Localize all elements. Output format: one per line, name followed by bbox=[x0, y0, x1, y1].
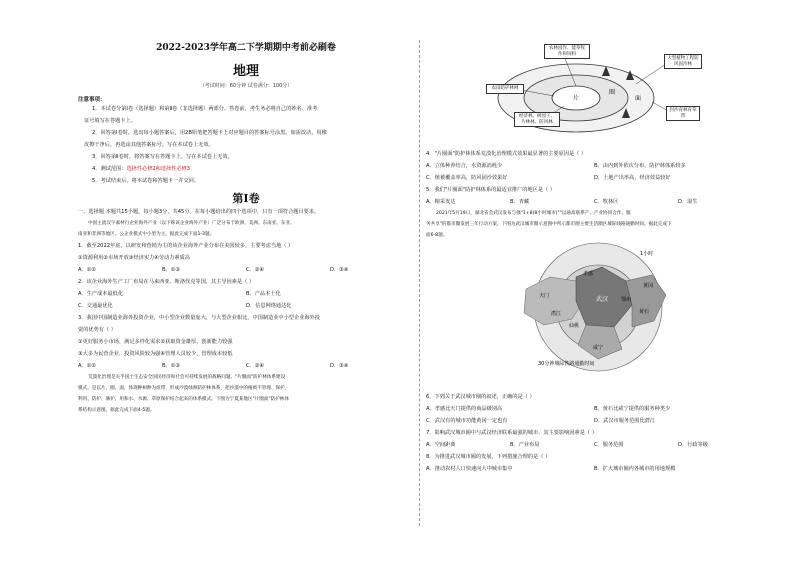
option-a[interactable]: A．粮采发达 bbox=[426, 199, 456, 205]
time-label: 1小时 bbox=[640, 251, 654, 257]
q3-item: ③大多为民营企业，投资风险较为强④管理人员较少，管理成本较低 bbox=[78, 351, 233, 357]
label-box: 农田防护林网 bbox=[486, 84, 524, 94]
notes-heading: 注意事项： bbox=[78, 97, 106, 103]
map-svg bbox=[426, 241, 762, 373]
scope-label: 4．测试范围： bbox=[92, 166, 127, 172]
city-label: 咸宁 bbox=[592, 345, 604, 351]
option-c[interactable]: C．武汉有的城市功能黄冈一定也有 bbox=[426, 418, 508, 424]
right-column bbox=[426, 36, 762, 475]
passage-line: 务共享"的都市圈发展三年行动方案。下图为武汉城市圈示意图中所示都市圈主要生活圈区城际线路通勤时间。据此完成下 bbox=[426, 222, 672, 227]
note-item: 1．本试卷分第Ⅰ卷（选择题）和第Ⅱ卷（非选择题）两部分。答卷前，考生务必将自己的姓名、准考 bbox=[92, 106, 318, 112]
option-b[interactable]: B．①③ bbox=[162, 267, 181, 273]
note-item-cont: 皮擦干净后，再选涂其他答案标号。写在本试卷上无效。 bbox=[84, 142, 214, 148]
q1-options bbox=[78, 264, 414, 276]
option-a[interactable]: A．①② bbox=[78, 363, 97, 369]
q6-options bbox=[426, 403, 762, 415]
q1-stem: 1．截至2022年底，以研发和营销为主的该企业海外产业分布在美国较多，主要考虑当地（ ） bbox=[78, 243, 294, 249]
left-column bbox=[78, 36, 414, 416]
option-d[interactable]: D．土地产出率高，经济效益较好 bbox=[594, 175, 671, 181]
city-label: 黄冈 bbox=[642, 283, 654, 289]
passage-line: 荒漠化治理是关乎国土生态安全国民经济和社会可持续发展的战略问题。"片圈面"防护林体系建设 bbox=[88, 375, 286, 380]
q2-options bbox=[78, 288, 414, 300]
option-b[interactable]: B．青藏 bbox=[510, 199, 530, 205]
q8-options bbox=[426, 463, 762, 475]
q3-item: ①更好服务小市场，满足多样化需求②获取资金雄厚，创新能力较强 bbox=[78, 339, 233, 345]
exam-title: 2022-2023学年高二下学期期中考前必刷卷 bbox=[156, 43, 336, 53]
section-title: 第Ⅰ卷 bbox=[232, 192, 260, 205]
option-a[interactable]: A．空间距离 bbox=[426, 442, 456, 448]
q8-stem: 8．为推进武汉城市圈的发展，下列措施合理的是（ ） bbox=[426, 454, 551, 460]
city-label: 孝感 bbox=[582, 271, 594, 277]
option-b[interactable]: B．①③ bbox=[162, 363, 181, 369]
city-label: 鄂州 bbox=[620, 297, 632, 303]
option-c[interactable]: C．牧林区 bbox=[594, 199, 619, 205]
subject-title: 地理 bbox=[232, 64, 259, 79]
option-b[interactable]: B．产品本土化 bbox=[246, 291, 281, 297]
ring-label: 面 bbox=[634, 95, 642, 102]
option-d[interactable]: D．湿生 bbox=[678, 199, 698, 205]
q5-options bbox=[426, 196, 762, 208]
passage-line: 南亚和非洲等地区。公企业模式中小型为主。据此完成下面1-3题。 bbox=[78, 232, 215, 237]
wuhan-city-circle-map bbox=[426, 241, 762, 391]
option-d[interactable]: D．武汉市服务范围比潜江 bbox=[594, 418, 656, 424]
ring-label: 圈 bbox=[608, 89, 616, 96]
q2-options-2 bbox=[78, 300, 414, 312]
q7-options bbox=[426, 439, 762, 451]
option-c[interactable]: C．服务范围 bbox=[594, 442, 624, 448]
passage-line: 2021年5月19日，湖北省会武汉发布与强"1+8(8小时城市)""以通高联系产、产业协同合作、服 bbox=[436, 211, 631, 216]
q6-stem: 6．下列关于武汉城市圈的叙述，正确的是（ ） bbox=[426, 394, 535, 400]
passage-line: 面6-8题。 bbox=[426, 233, 448, 238]
city-label: 潜江 bbox=[550, 311, 562, 317]
option-d[interactable]: D．信息网络通达化 bbox=[246, 303, 292, 309]
passage-line: 模式，是以片、圈、面，体现种树种为纽带，形成沙漠绿洲防护林体系，把沙漠中的植被不管理、保护、 bbox=[78, 386, 290, 391]
ring-caption: 30分钟城际铁路通勤时间 bbox=[538, 361, 595, 367]
note-item: 3．回答第Ⅱ卷时，将答案写在答题卡上。写在本试卷上无效。 bbox=[92, 154, 233, 160]
q1-items: ①资源利用②市场开放③经济实力④劳动力素质高 bbox=[78, 255, 190, 261]
q5-stem: 5．我们"片圈面"防护林体系的最适宜推广的地区是（ ） bbox=[426, 187, 556, 193]
option-c[interactable]: C．植被覆盖率高，防风固沙效果好 bbox=[426, 175, 508, 181]
option-b[interactable]: B．由内到外依次分布，防护林体系较多 bbox=[594, 163, 686, 169]
passage-line: 系结构示意图。据此完成下面4-5题。 bbox=[78, 408, 155, 413]
option-a[interactable]: A．立体种养结合，水资源消耗少 bbox=[426, 163, 503, 169]
option-d[interactable]: D．行政等级 bbox=[678, 442, 708, 448]
label-box: 农林园作、能草牧作和饲料 bbox=[544, 44, 590, 59]
q4-stem: 4．"片圈面"防护林体系荒漠化治理模式效果最显著的主要原因是（ ） bbox=[426, 151, 587, 157]
note-item-scope bbox=[78, 163, 414, 175]
q3-stem: 3．我国中国制造业海外投资企业，中小型企业数量庞大，与大型企业相比，中国制造业中小型企业海外投 bbox=[78, 315, 320, 321]
center-city: 武汉 bbox=[595, 296, 609, 303]
option-a[interactable]: A．生产成本最低化 bbox=[78, 291, 124, 297]
option-c[interactable]: C．②④ bbox=[246, 363, 265, 369]
city-label: 天门 bbox=[538, 293, 550, 299]
option-d[interactable]: D．③④ bbox=[330, 363, 349, 369]
q3-options bbox=[78, 360, 414, 372]
label-box: 大型植物工程防风固沙林 bbox=[664, 54, 702, 69]
rings-svg bbox=[426, 36, 762, 148]
section-intro: 一、选择题 本题共15小题，每小题3分，共45分。在每小题给出的四个选项中，只有一项符合题目要求。 bbox=[78, 209, 320, 215]
q2-stem: 2．该企业海外生产工厂布局在马来西亚、斯洛伐克等国，其主导因素是（ ） bbox=[78, 279, 255, 285]
q7-stem: 7．影响武汉城市圈中与武汉经济联系最强的城市，其主要影响因素是（ ） bbox=[426, 430, 597, 436]
shelterbelt-diagram bbox=[426, 36, 762, 148]
city-label: 仙桃 bbox=[568, 323, 580, 329]
option-d[interactable]: D．③④ bbox=[330, 267, 349, 273]
passage-line: 中国主流汉字素材行企业海外产业（以下称该企业海外产业）广泛分布于欧洲、美洲、东南亚、东亚、 bbox=[88, 221, 295, 226]
option-b[interactable]: B．扩大城市圈内各城市的用地规模 bbox=[594, 466, 676, 472]
label-box: 封沙育林育草带 bbox=[666, 106, 700, 121]
q4-options-2 bbox=[426, 172, 762, 184]
label-box: 经济林、树园子、片林林、防风林 bbox=[514, 112, 560, 127]
option-b[interactable]: B．黄石比咸宁提供的服务种类少 bbox=[594, 406, 671, 412]
scope-value: 选择性必修2和选择性必修3 bbox=[126, 166, 191, 172]
option-c[interactable]: C．②④ bbox=[246, 267, 265, 273]
q6-options-2 bbox=[426, 415, 762, 427]
note-item-cont: 证号填写在答题卡上。 bbox=[84, 118, 136, 124]
passage-line: 利用、防护、修护、用和水、水源、草原保护结合起来的体系模式。下图为宁夏某地区"片圈面"防护林体 bbox=[78, 397, 289, 402]
option-a[interactable]: A．①② bbox=[78, 267, 97, 273]
option-a[interactable]: A．推动农村人口快速向大中城市集中 bbox=[426, 466, 513, 472]
note-item: 5．考试结束后，将本试卷和答题卡一并交回。 bbox=[92, 178, 200, 184]
option-a[interactable]: A．孝感比天门提供的商品级别高 bbox=[426, 406, 503, 412]
ring-label: 片 bbox=[572, 95, 580, 102]
q3-stem-cont: 资的优势有（ ） bbox=[78, 327, 116, 333]
city-label: 黄石 bbox=[638, 309, 650, 315]
q4-options bbox=[426, 160, 762, 172]
exam-meta: （考试时间：60分钟 试卷满分：100分） bbox=[199, 83, 293, 89]
option-b[interactable]: B．产业布局 bbox=[510, 442, 540, 448]
option-c[interactable]: C．交通最优化 bbox=[78, 303, 113, 309]
note-item: 2．回答第Ⅰ卷时，选出每小题答案后，用2B铅笔把答题卡上对应题目的答案标号涂黑。如需改动，用橡 bbox=[92, 130, 327, 136]
column-divider bbox=[419, 40, 420, 526]
